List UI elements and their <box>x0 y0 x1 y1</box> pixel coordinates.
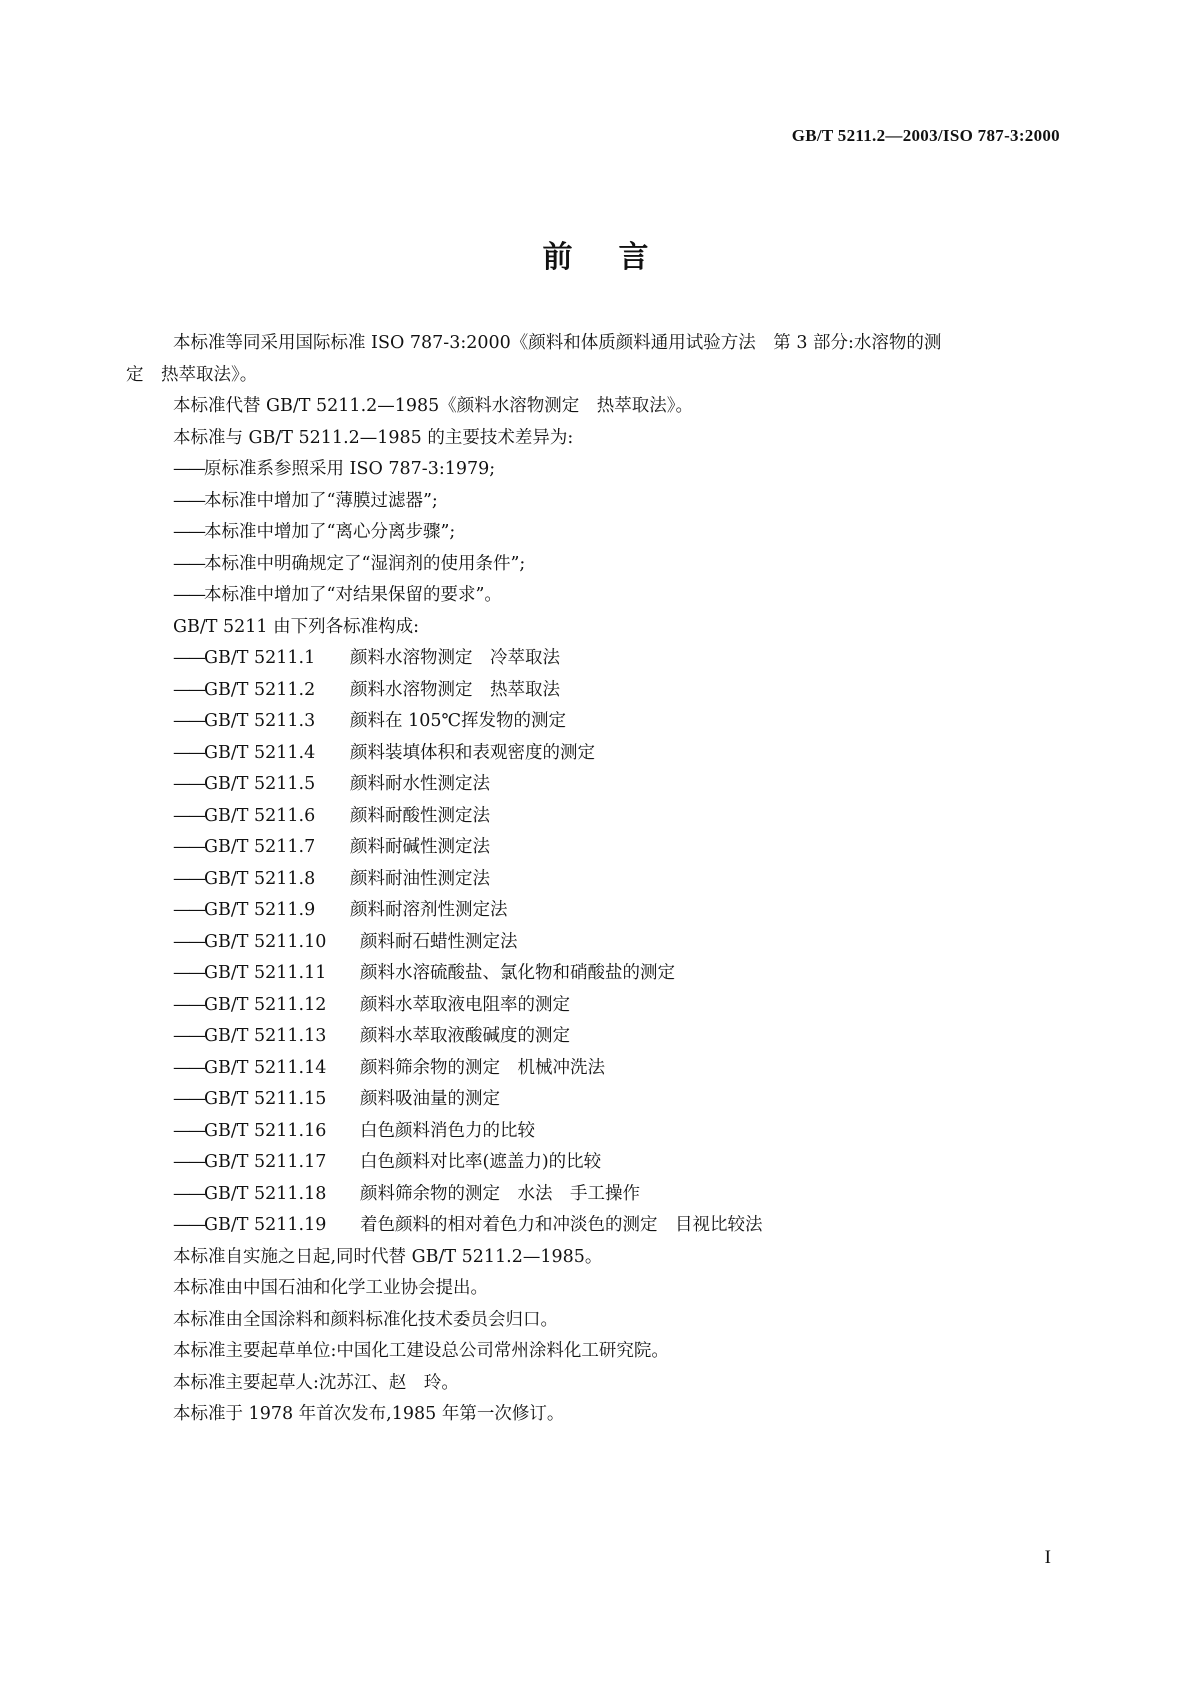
dash-marker: —— <box>173 837 204 857</box>
list-item <box>126 1147 1066 1179</box>
dash-marker: —— <box>173 805 204 826</box>
part-code: GB/T 5211.12 <box>204 994 327 1015</box>
list-item <box>126 1084 1066 1116</box>
part-code: GB/T 5211.16 <box>204 1120 327 1141</box>
part-code: GB/T 5211.18 <box>204 1183 327 1204</box>
part-name: 颜料装填体积和表观密度的测定 <box>350 742 595 763</box>
paragraph-differences-intro: 本标准与 GB/T 5211.2—1985 的主要技术差异为: <box>173 427 574 448</box>
dash-marker: —— <box>173 1152 204 1172</box>
dash-marker: —— <box>173 963 204 983</box>
part-name: 颜料筛余物的测定 水法 手工操作 <box>360 1183 640 1204</box>
part-name: 颜料耐水性测定法 <box>350 774 490 794</box>
part-name: 颜料吸油量的测定 <box>360 1089 500 1109</box>
part-code: GB/T 5211.15 <box>204 1089 327 1109</box>
dash-marker: —— <box>173 585 204 605</box>
parts-list <box>126 643 1066 1242</box>
list-item <box>126 1021 1066 1053</box>
part-name: 颜料水溶物测定 冷萃取法 <box>350 648 560 668</box>
paragraph-replaces: 本标准代替 GB/T 5211.2—1985《颜料水溶物测定 热萃取法》。 <box>173 396 694 416</box>
standard-number-header: GB/T 5211.2—2003/ISO 787-3:2000 <box>791 126 1060 145</box>
dash-marker: —— <box>173 1089 204 1109</box>
paragraph-adoption-line2: 定 热萃取法》。 <box>126 364 258 385</box>
part-code: GB/T 5211.8 <box>204 868 316 889</box>
difference-text: 本标准中增加了“薄膜过滤器”; <box>204 490 438 511</box>
dash-marker: —— <box>173 459 204 479</box>
part-name: 颜料耐油性测定法 <box>350 868 490 889</box>
dash-marker: —— <box>173 490 204 511</box>
dash-marker: —— <box>173 1026 204 1046</box>
part-name: 颜料耐酸性测定法 <box>350 805 490 826</box>
part-name: 颜料在 105℃挥发物的测定 <box>350 711 567 731</box>
part-name: 颜料水溶硫酸盐、氯化物和硝酸盐的测定 <box>360 963 675 983</box>
dash-marker: —— <box>173 1215 204 1235</box>
dash-marker: —— <box>173 679 204 700</box>
difference-text: 本标准中明确规定了“湿润剂的使用条件”; <box>204 553 526 574</box>
part-name: 颜料筛余物的测定 机械冲洗法 <box>360 1057 605 1078</box>
dash-marker: —— <box>173 900 204 920</box>
list-item <box>126 927 1066 959</box>
list-item <box>126 864 1066 896</box>
paragraph-proposed-by: 本标准由中国石油和化学工业协会提出。 <box>173 1278 488 1298</box>
list-item <box>126 832 1066 864</box>
dash-marker: —— <box>173 553 204 574</box>
difference-text: 原标准系参照采用 ISO 787-3:1979; <box>204 459 496 479</box>
dash-marker: —— <box>173 1057 204 1078</box>
foreword-body <box>126 328 1066 1431</box>
list-item <box>126 675 1066 707</box>
part-code: GB/T 5211.11 <box>204 963 327 983</box>
part-code: GB/T 5211.9 <box>204 900 316 920</box>
list-item <box>126 990 1066 1022</box>
part-name: 颜料耐溶剂性测定法 <box>350 900 508 920</box>
list-item <box>126 958 1066 990</box>
part-code: GB/T 5211.7 <box>204 837 316 857</box>
paragraph-technical-committee: 本标准由全国涂料和颜料标准化技术委员会归口。 <box>173 1309 558 1330</box>
part-name: 白色颜料对比率(遮盖力)的比较 <box>360 1152 602 1172</box>
list-item <box>126 895 1066 927</box>
dash-marker: —— <box>173 711 204 731</box>
list-item <box>126 454 1066 486</box>
difference-text: 本标准中增加了“对结果保留的要求”。 <box>204 585 502 605</box>
part-code: GB/T 5211.17 <box>204 1152 327 1172</box>
part-code: GB/T 5211.10 <box>204 931 327 952</box>
part-code: GB/T 5211.13 <box>204 1026 327 1046</box>
page-title: 前言 <box>542 240 695 275</box>
dash-marker: —— <box>173 648 204 668</box>
dash-marker: —— <box>173 868 204 889</box>
page-number: I <box>1044 1547 1051 1568</box>
list-item <box>126 1053 1066 1085</box>
list-item <box>126 1179 1066 1211</box>
part-name: 白色颜料消色力的比较 <box>360 1120 535 1141</box>
difference-text: 本标准中增加了“离心分离步骤”; <box>204 522 456 542</box>
part-name: 颜料水萃取液电阻率的测定 <box>360 994 570 1015</box>
dash-marker: —— <box>173 522 204 542</box>
paragraph-series-intro: GB/T 5211 由下列各标准构成: <box>173 616 419 637</box>
part-code: GB/T 5211.1 <box>204 648 316 668</box>
list-item <box>126 643 1066 675</box>
list-item <box>126 1210 1066 1242</box>
list-item <box>126 517 1066 549</box>
list-item <box>126 486 1066 518</box>
list-item <box>126 1116 1066 1148</box>
part-name: 颜料水溶物测定 热萃取法 <box>350 679 560 700</box>
part-code: GB/T 5211.3 <box>204 711 316 731</box>
differences-list <box>126 454 1066 612</box>
paragraph-adoption-line1: 本标准等同采用国际标准 ISO 787-3:2000《颜料和体质颜料通用试验方法 第 3 部分:水溶物的测 <box>173 333 942 353</box>
paragraph-drafters: 本标准主要起草人:沈苏江、赵 玲。 <box>173 1372 459 1393</box>
paragraph-publication-history: 本标准于 1978 年首次发布,1985 年第一次修订。 <box>173 1404 565 1424</box>
list-item <box>126 549 1066 581</box>
paragraph-effective-date: 本标准自实施之日起,同时代替 GB/T 5211.2—1985。 <box>173 1246 603 1267</box>
dash-marker: —— <box>173 1120 204 1141</box>
part-name: 颜料耐碱性测定法 <box>350 837 490 857</box>
part-name: 颜料水萃取液酸碱度的测定 <box>360 1026 570 1046</box>
part-code: GB/T 5211.6 <box>204 805 316 826</box>
dash-marker: —— <box>173 931 204 952</box>
part-name: 着色颜料的相对着色力和冲淡色的测定 目视比较法 <box>360 1215 763 1235</box>
part-code: GB/T 5211.4 <box>204 742 316 763</box>
list-item <box>126 738 1066 770</box>
dash-marker: —— <box>173 774 204 794</box>
dash-marker: —— <box>173 1183 204 1204</box>
list-item <box>126 801 1066 833</box>
list-item <box>126 769 1066 801</box>
part-code: GB/T 5211.5 <box>204 774 316 794</box>
list-item <box>126 580 1066 612</box>
part-code: GB/T 5211.19 <box>204 1215 327 1235</box>
dash-marker: —— <box>173 742 204 763</box>
part-name: 颜料耐石蜡性测定法 <box>360 931 518 952</box>
part-code: GB/T 5211.14 <box>204 1057 327 1078</box>
paragraph-drafting-unit: 本标准主要起草单位:中国化工建设总公司常州涂料化工研究院。 <box>173 1341 669 1361</box>
part-code: GB/T 5211.2 <box>204 679 316 700</box>
list-item <box>126 706 1066 738</box>
dash-marker: —— <box>173 994 204 1015</box>
